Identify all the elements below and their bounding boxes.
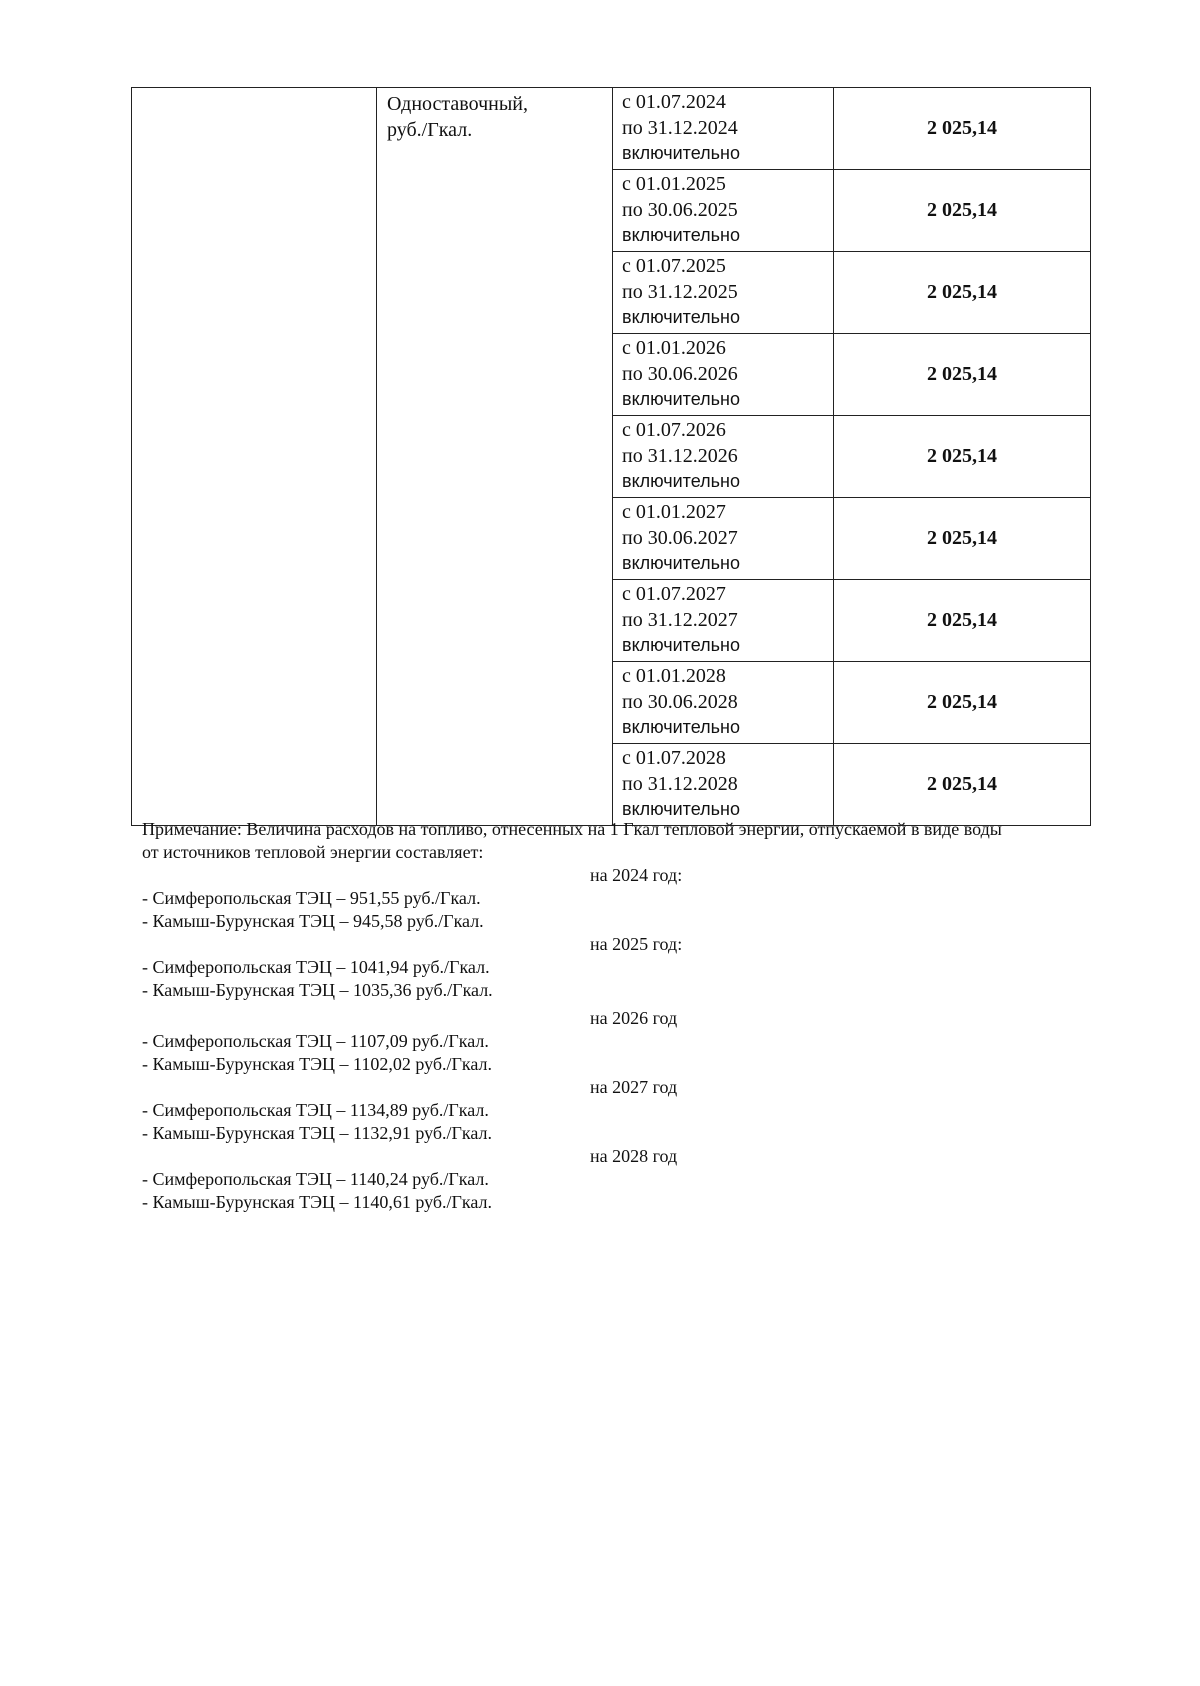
list-item: - Камыш-Бурунская ТЭЦ – 945,58 руб./Гкал. [142, 911, 484, 931]
period-cell [613, 252, 834, 334]
tariff-value: 2 025,14 [834, 88, 1091, 170]
list-item: - Симферопольская ТЭЦ – 1107,09 руб./Гкал. [142, 1031, 489, 1051]
period-from: с 01.01.2027 [622, 501, 726, 523]
period-to: по 31.12.2027 [622, 609, 738, 631]
period-from: с 01.07.2025 [622, 255, 726, 277]
period-cell [613, 498, 834, 580]
note-intro-line: от источников тепловой энергии составляет: [142, 842, 484, 862]
period-inclusive: включительно [622, 553, 740, 573]
tariff-value: 2 025,14 [834, 744, 1091, 826]
period-cell [613, 662, 834, 744]
tariff-type-label: Одноставочный, [387, 93, 528, 115]
year-block-2025 [142, 933, 1102, 1002]
tariff-value: 2 025,14 [834, 580, 1091, 662]
period-to: по 31.12.2024 [622, 117, 738, 139]
list-item: - Камыш-Бурунская ТЭЦ – 1140,61 руб./Гкал. [142, 1192, 493, 1212]
note-intro-line: Примечание: Величина расходов на топливо, отнесенных на 1 Гкал тепловой энергии, отпускаемой в виде воды [142, 819, 1002, 839]
period-inclusive: включительно [622, 635, 740, 655]
organization-cell [132, 88, 377, 826]
fuel-cost-note [142, 818, 1102, 1214]
list-item: - Симферопольская ТЭЦ – 1134,89 руб./Гкал. [142, 1100, 489, 1120]
period-to: по 31.12.2026 [622, 445, 738, 467]
period-from: с 01.07.2026 [622, 419, 726, 441]
period-from: с 01.01.2028 [622, 665, 726, 687]
year-heading: на 2027 год [590, 1077, 678, 1097]
tariff-table [131, 87, 1091, 826]
year-heading: на 2028 год [590, 1146, 678, 1166]
period-inclusive: включительно [622, 471, 740, 491]
period-to: по 30.06.2027 [622, 527, 738, 549]
year-block-2027 [142, 1076, 1102, 1145]
period-cell [613, 416, 834, 498]
list-item: - Симферопольская ТЭЦ – 1140,24 руб./Гкал. [142, 1169, 489, 1189]
year-block-2024 [142, 864, 1102, 933]
period-cell [613, 334, 834, 416]
year-heading: на 2025 год: [590, 934, 683, 954]
period-inclusive: включительно [622, 307, 740, 327]
period-from: с 01.07.2027 [622, 583, 726, 605]
tariff-value: 2 025,14 [834, 334, 1091, 416]
tariff-value: 2 025,14 [834, 170, 1091, 252]
period-inclusive: включительно [622, 225, 740, 245]
period-cell [613, 744, 834, 826]
period-inclusive: включительно [622, 799, 740, 819]
year-heading: на 2026 год [590, 1008, 678, 1028]
list-item: - Симферопольская ТЭЦ – 951,55 руб./Гкал. [142, 888, 481, 908]
period-from: с 01.07.2024 [622, 91, 726, 113]
year-block-2026 [142, 1002, 1102, 1076]
tariff-value: 2 025,14 [834, 252, 1091, 334]
list-item: - Камыш-Бурунская ТЭЦ – 1102,02 руб./Гкал. [142, 1054, 493, 1074]
period-from: с 01.01.2025 [622, 173, 726, 195]
year-heading: на 2024 год: [590, 865, 683, 885]
period-to: по 30.06.2028 [622, 691, 738, 713]
tariff-value: 2 025,14 [834, 662, 1091, 744]
period-to: по 30.06.2026 [622, 363, 738, 385]
list-item: - Камыш-Бурунская ТЭЦ – 1132,91 руб./Гкал. [142, 1123, 493, 1143]
period-cell [613, 170, 834, 252]
period-inclusive: включительно [622, 143, 740, 163]
period-from: с 01.07.2028 [622, 747, 726, 769]
period-cell [613, 580, 834, 662]
period-inclusive: включительно [622, 717, 740, 737]
tariff-value: 2 025,14 [834, 498, 1091, 580]
list-item: - Камыш-Бурунская ТЭЦ – 1035,36 руб./Гкал. [142, 980, 493, 1000]
period-to: по 30.06.2025 [622, 199, 738, 221]
list-item: - Симферопольская ТЭЦ – 1041,94 руб./Гкал. [142, 957, 490, 977]
period-to: по 31.12.2028 [622, 773, 738, 795]
period-from: с 01.01.2026 [622, 337, 726, 359]
year-block-2028 [142, 1145, 1102, 1214]
period-to: по 31.12.2025 [622, 281, 738, 303]
tariff-unit-label: руб./Гкал. [387, 119, 473, 141]
tariff-type-cell [377, 88, 613, 826]
period-inclusive: включительно [622, 389, 740, 409]
tariff-table-body [132, 88, 1091, 826]
tariff-value: 2 025,14 [834, 416, 1091, 498]
period-cell [613, 88, 834, 170]
table-row [132, 88, 1091, 170]
